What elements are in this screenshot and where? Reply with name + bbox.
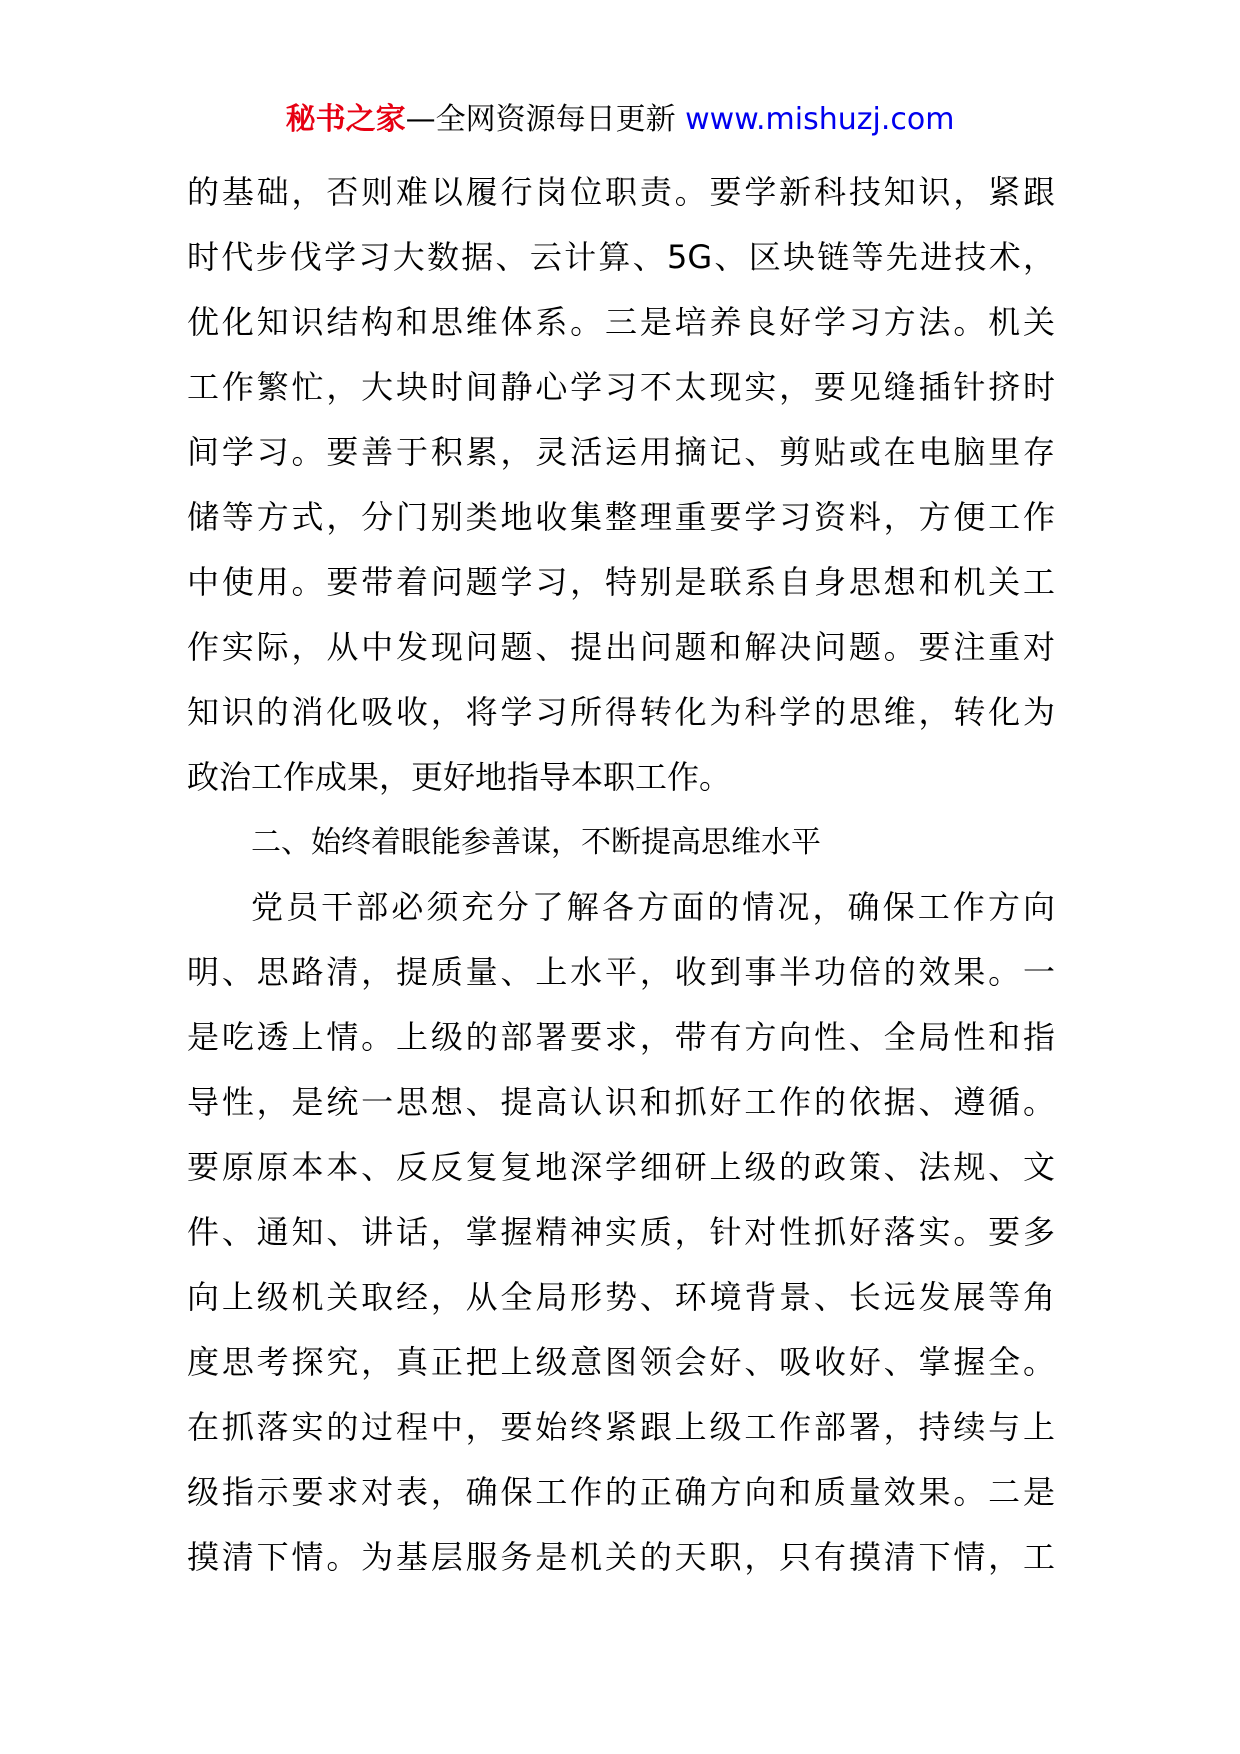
section-heading: 二、始终着眼能参善谋，不断提高思维水平 [251, 825, 821, 860]
header-url-link[interactable]: www.mishuzj.com [685, 102, 955, 137]
text-line: 件、通知、讲话，掌握精神实质，针对性抓好落实。要多 [187, 1213, 1055, 1251]
text-line: 度思考探究，真正把上级意图领会好、吸收好、掌握全。 [187, 1343, 1055, 1381]
text-line: 中使用。要带着问题学习，特别是联系自身思想和机关工 [187, 563, 1055, 601]
text-line: 知识的消化吸收，将学习所得转化为科学的思维，转化为 [187, 693, 1055, 731]
header-slogan: —全网资源每日更新 [405, 102, 686, 137]
text-line: 明、思路清，提质量、上水平，收到事半功倍的效果。一 [187, 953, 1055, 991]
document-body [187, 160, 1055, 1590]
text-line: 工作繁忙，大块时间静心学习不太现实，要见缝插针挤时 [187, 368, 1055, 406]
text-line: 导性，是统一思想、提高认识和抓好工作的依据、遵循。 [187, 1083, 1055, 1121]
text-line: 向上级机关取经，从全局形势、环境背景、长远发展等角 [187, 1278, 1055, 1316]
text-line: 要原原本本、反反复复地深学细研上级的政策、法规、文 [187, 1148, 1055, 1186]
text-line: 的基础，否则难以履行岗位职责。要学新科技知识，紧跟 [187, 173, 1055, 211]
text-line: 级指示要求对表，确保工作的正确方向和质量效果。二是 [187, 1473, 1055, 1511]
text-line: 间学习。要善于积累，灵活运用摘记、剪贴或在电脑里存 [187, 433, 1055, 471]
header-brand: 秘书之家 [285, 102, 406, 137]
text-line: 优化知识结构和思维体系。三是培养良好学习方法。机关 [187, 303, 1055, 341]
text-line: 在抓落实的过程中，要始终紧跟上级工作部署，持续与上 [187, 1408, 1055, 1446]
text-line: 是吃透上情。上级的部署要求，带有方向性、全局性和指 [187, 1018, 1055, 1056]
text-line: 储等方式，分门别类地收集整理重要学习资料，方便工作 [187, 498, 1055, 536]
text-line: 时代步伐学习大数据、云计算、5G、区块链等先进技术， [187, 238, 1055, 276]
page-header [0, 100, 1240, 140]
text-line: 摸清下情。为基层服务是机关的天职，只有摸清下情，工 [187, 1538, 1055, 1576]
text-line: 作实际，从中发现问题、提出问题和解决问题。要注重对 [187, 628, 1055, 666]
text-line: 政治工作成果，更好地指导本职工作。 [187, 758, 732, 796]
text-line: 党员干部必须充分了解各方面的情况，确保工作方向 [251, 888, 1055, 926]
